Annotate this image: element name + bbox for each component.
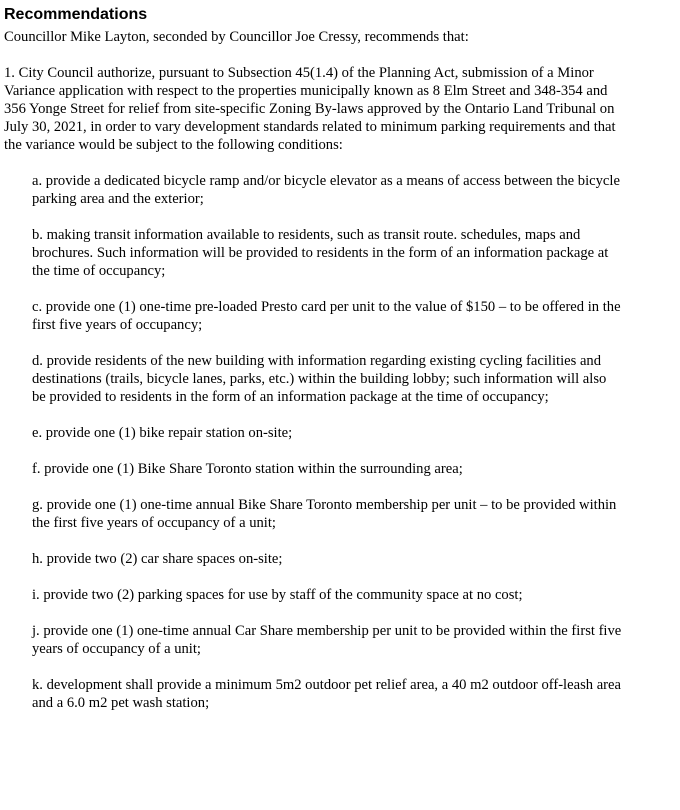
condition-k: k. development shall provide a minimum 5m2 outdoor pet relief area, a 40 m2 outdoor off-leash area and a 6.0 m2 pet wash station; [32,677,621,711]
recommendation-1: 1. City Council authorize, pursuant to Subsection 45(1.4) of the Planning Act, submission of a Minor Variance application with respect to the properties municipally known as 8 Elm Street and 348-354 and 356 Yonge Street for relief from site-specific Zoning By-laws approved by the Ontario Land Tribunal on July 30, 2021, in order to vary development standards related to minimum parking requirements and that the variance would be subject to the following conditions: [4,65,616,153]
condition-j: j. provide one (1) one-time annual Car Share membership per unit to be provided within the first five years of occupancy of a unit; [32,623,622,657]
conditions-list [32,172,676,712]
condition-f: f. provide one (1) Bike Share Toronto station within the surrounding area; [32,461,463,477]
condition-d: d. provide residents of the new building with information regarding existing cycling facilities and destinations (trails, bicycle lanes, parks, etc.) within the building lobby; such information will also be provided to residents in the form of an information package at the time of occupancy; [32,353,607,405]
condition-g: g. provide one (1) one-time annual Bike Share Toronto membership per unit – to be provided within the first five years of occupancy of a unit; [32,497,617,531]
condition-a: a. provide a dedicated bicycle ramp and/or bicycle elevator as a means of access between the bicycle parking area and the exterior; [32,173,620,207]
section-heading: Recommendations [4,6,148,23]
condition-b: b. making transit information available to residents, such as transit route. schedules, maps and brochures. Such information will be provided to residents in the form of an information package at the time of occupancy; [32,227,609,279]
condition-h: h. provide two (2) car share spaces on-site; [32,551,283,567]
condition-c: c. provide one (1) one-time pre-loaded Presto card per unit to the value of $150 – to be offered in the first five years of occupancy; [32,299,621,333]
condition-e: e. provide one (1) bike repair station on-site; [32,425,293,441]
motion-intro: Councillor Mike Layton, seconded by Councillor Joe Cressy, recommends that: [4,29,469,45]
condition-i: i. provide two (2) parking spaces for use by staff of the community space at no cost; [32,587,523,603]
document [4,5,676,712]
